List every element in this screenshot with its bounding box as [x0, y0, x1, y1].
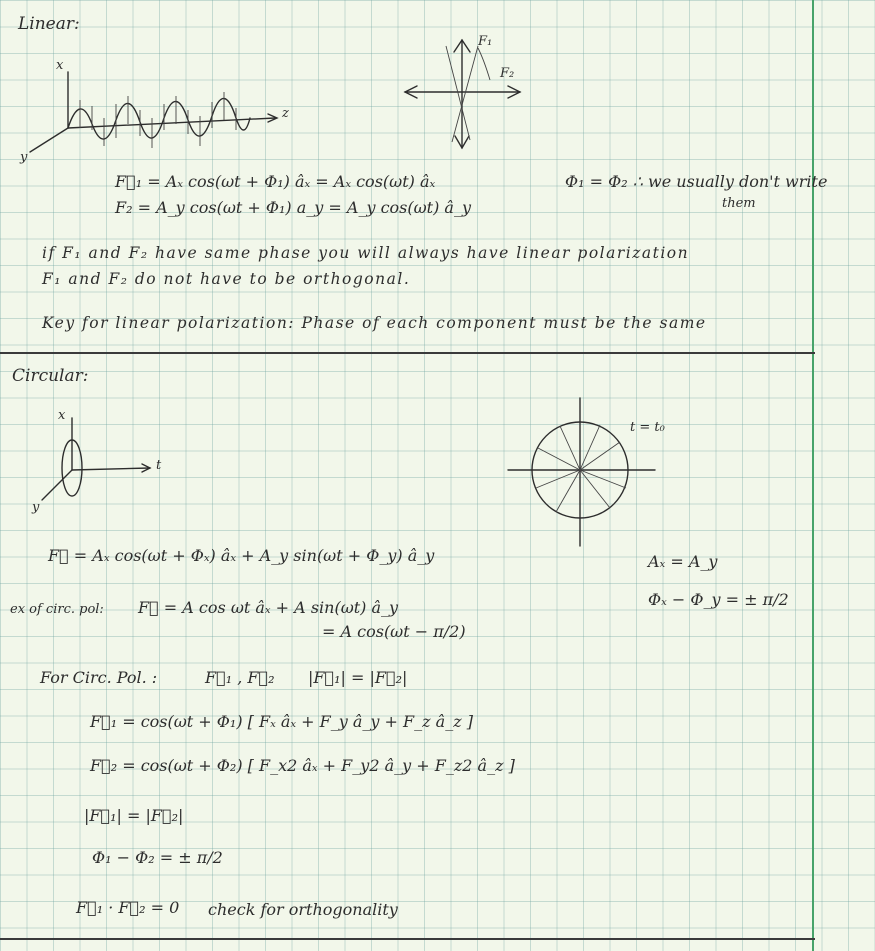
- circle-time-label: t = t₀: [630, 420, 665, 435]
- circle-polarization-sketch: [0, 0, 680, 560]
- vector-label-f1: F₁: [478, 34, 493, 49]
- linear-equation-f2: F₂ = A_y cos(ωt + Φ₁) a_y = A_y cos(ωt) â_y: [115, 198, 471, 217]
- circular-main-equation: F⃗ = Aₓ cos(ωt + Φₓ) âₓ + A_y sin(ωt + Φ_y) â_y: [48, 546, 435, 565]
- axis-label-x: x: [56, 58, 64, 73]
- circular-axis-label-t: t: [156, 458, 162, 473]
- magnitude-equation: |F⃗₁| = |F⃗₂|: [84, 806, 184, 825]
- f1-equation: F⃗₁ = cos(ωt + Φ₁) [ Fₓ âₓ + F_y â_y + F_z â_z ]: [90, 712, 473, 731]
- circ-pol-label: For Circ. Pol. :: [40, 668, 158, 687]
- example-equation: F⃗ = A cos ωt âₓ + A sin(ωt) â_y: [138, 598, 399, 617]
- f2-equation: F⃗₂ = cos(ωt + Φ₂) [ F_x2 âₓ + F_y2 â_y + F_z2 â_z ]: [90, 756, 515, 775]
- phase-difference-equation: Φ₁ − Φ₂ = ± π/2: [92, 848, 223, 867]
- circular-condition-amplitude: Aₓ = A_y: [648, 552, 718, 571]
- phase-equality-note-continued: them: [722, 196, 756, 211]
- section-header-linear: Linear:: [18, 14, 80, 34]
- bottom-divider: [0, 938, 815, 940]
- linear-note-orthogonal: F₁ and F₂ do not have to be orthogonal.: [42, 270, 411, 288]
- section-header-circular: Circular:: [12, 366, 89, 386]
- circular-condition-phase: Φₓ − Φ_y = ± π/2: [648, 590, 789, 609]
- circ-pol-vectors: F⃗₁ , F⃗₂: [205, 668, 275, 687]
- example-note: = A cos(ωt − π/2): [322, 622, 466, 641]
- orthogonality-note: check for orthogonality: [208, 900, 398, 919]
- linear-equation-f1: F⃗₁ = Aₓ cos(ωt + Φ₁) âₓ = Aₓ cos(ωt) âₓ: [115, 172, 436, 191]
- linear-note-same-phase: if F₁ and F₂ have same phase you will always have linear polarization: [42, 244, 690, 262]
- circular-axis-label-y: y: [32, 500, 40, 515]
- axis-label-y: y: [20, 150, 28, 165]
- circ-pol-magnitude: |F⃗₁| = |F⃗₂|: [308, 668, 408, 687]
- circular-axis-label-x: x: [58, 408, 66, 423]
- linear-key-statement: Key for linear polarization: Phase of each component must be the same: [42, 314, 707, 332]
- vector-label-f2: F₂: [500, 66, 515, 81]
- dot-product-equation: F⃗₁ · F⃗₂ = 0: [76, 898, 180, 917]
- phase-equality-note: Φ₁ = Φ₂ ∴ we usually don't write: [565, 172, 828, 191]
- axis-label-z: z: [282, 106, 289, 121]
- example-label: ex of circ. pol:: [10, 602, 104, 617]
- notebook-margin-line: [812, 0, 814, 951]
